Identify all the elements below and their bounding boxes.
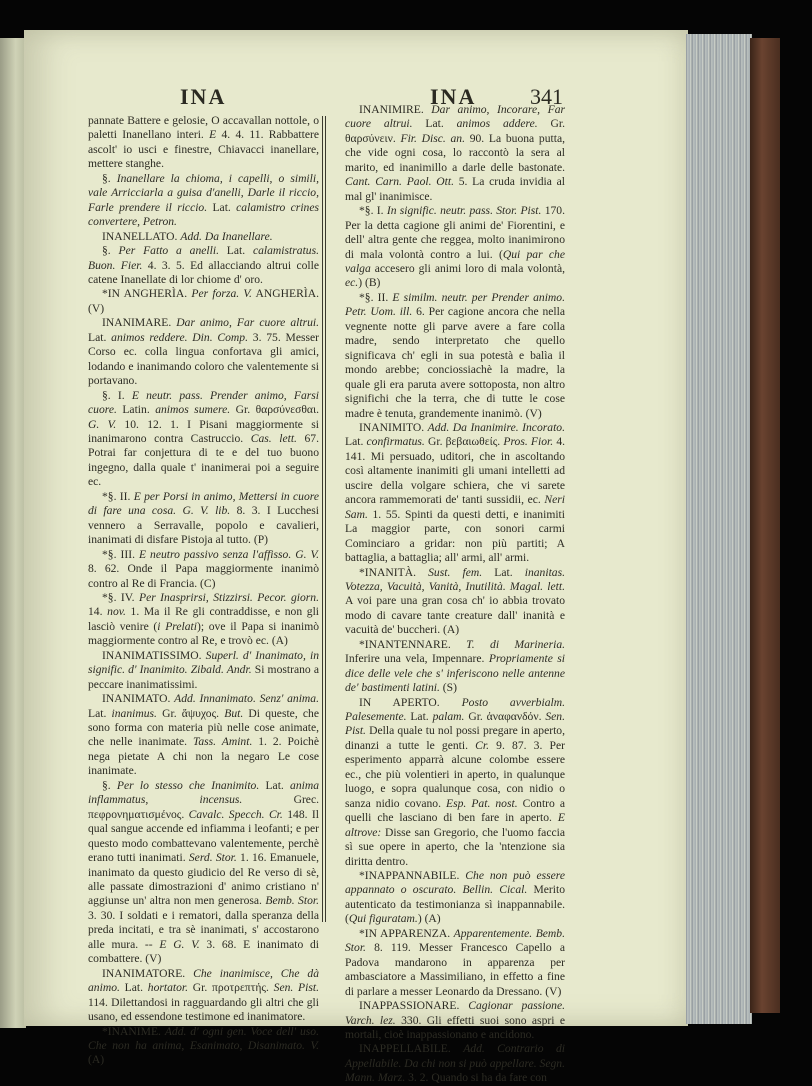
italic-text: Neri Sam.	[345, 493, 565, 521]
book-cover	[750, 38, 780, 1013]
dictionary-entry	[345, 1042, 565, 1085]
text: *§. II.	[102, 489, 134, 503]
text: INAPPASSIONARE.	[359, 999, 469, 1013]
left-column	[88, 114, 320, 1067]
italic-text: E G. V.	[159, 937, 200, 951]
italic-text: In signific. neutr. pass. Stor. Pist.	[386, 204, 542, 218]
italic-text: T. di Marineria.	[466, 637, 566, 651]
text: Inferire una vela, Impennare.	[345, 652, 489, 666]
column-divider	[322, 116, 326, 922]
text: Gr. θαρσύνεσθαι.	[230, 403, 319, 417]
text: Lat.	[412, 117, 457, 131]
text: Di queste, che sono forma con materia più nelle cose animate, che nelle inanimate.	[88, 706, 319, 749]
page-number: 341	[530, 84, 563, 109]
italic-text: Superl. d' Inanimato, in signific. d' Inanimito. Zibald. Andr.	[88, 648, 320, 677]
text: Lat.	[88, 330, 112, 344]
italic-text: anima inflammatus, incensus.	[88, 778, 320, 807]
dictionary-entry	[88, 967, 319, 1025]
text: 1. 2. Poichè nega pietate A chi non la negaro Le cose inanimate.	[88, 735, 319, 778]
text: 3. 68. E inanimato di combattere. (V)	[88, 937, 319, 966]
text: INANIMARE.	[102, 316, 177, 330]
dictionary-entry	[88, 490, 319, 548]
text: ) (A)	[417, 912, 441, 926]
dictionary-entry	[88, 114, 319, 172]
italic-text: Serd. Stor.	[188, 851, 237, 865]
italic-text: Cr.	[475, 738, 489, 752]
text: Disse san Gregorio, che l'uomo faccia sì sue opere in aperto, che la 'ntenzione sia diritta dentro.	[345, 825, 565, 868]
italic-text: Sust. fem.	[428, 565, 483, 579]
text: 330. Gli effetti suoi sono aspri e mortali, cioè inappassionano e ancidono.	[345, 1013, 565, 1041]
italic-text: Esp. Pat. nost.	[446, 796, 518, 810]
text: Grec. πεφρονηματισμένος.	[88, 793, 319, 821]
dictionary-entry	[88, 1025, 319, 1068]
italic-text: Inanellare la chioma, i capelli, o simili, vale Arricciarla a guisa d'anelli, Darle il riccio, Farle prendere il riccio.	[88, 171, 319, 214]
text: Si mostrano a peccare inanimatissimi.	[88, 663, 319, 691]
italic-text: Tass. Amint.	[192, 735, 253, 749]
text: pannate Battere e gelosie, O accavallan nottole, o paletti Inanellano interi.	[88, 114, 319, 142]
text: 1. 16. Emanuele, inanimato da questo giudicio del Re verso di sè, alle passate dimostrazioni d' animo cristiano n' aggiunse un' altra non men generosa.	[88, 851, 319, 908]
italic-text: palam.	[432, 710, 465, 724]
text: Lat.	[207, 200, 237, 214]
text: Lat.	[119, 981, 148, 995]
italic-text: G. V.	[88, 417, 117, 431]
text: accesero gli animi loro di mala volontà,	[370, 261, 565, 275]
italic-text: animos sumere.	[155, 403, 231, 417]
italic-text: Pros. Fior.	[503, 435, 554, 449]
text: (A)	[88, 1053, 105, 1067]
text: (S)	[439, 681, 457, 695]
dictionary-entry	[345, 927, 565, 999]
text: IN APERTO.	[359, 695, 462, 709]
italic-text: Che inanimisce, Che dà animo.	[88, 966, 319, 995]
dictionary-entry	[88, 649, 319, 692]
dictionary-entry	[345, 999, 565, 1042]
text: Lat.	[218, 244, 253, 258]
text: ); ove il Papa si inanimò maggiormente contro al Re, e trovò ec. (A)	[88, 619, 320, 648]
text: Gr. ἀναφανδόν.	[464, 710, 546, 724]
italic-text: Add. Da Inanellare.	[180, 229, 273, 243]
text: 1. Ma il Re gli contraddisse, e non gli lasciò venire (	[88, 605, 320, 633]
text: Merito autenticato da testimonianza sì inappannabile. (	[345, 883, 565, 926]
text: *§. IV.	[102, 590, 139, 604]
italic-text: E	[209, 128, 217, 142]
text: 4. 4. 11. Rabbattere ascolt' io usci e finestre, Chiavacci inanellare, mettere stanghe.	[88, 128, 319, 171]
text: Lat.	[482, 565, 525, 579]
text: 3. 2. Quando si ha da fare con	[405, 1071, 547, 1085]
text: Contro a quelli che lasciano di ben fare in aperto.	[345, 796, 565, 825]
dictionary-entry	[345, 638, 565, 696]
italic-text: calamistratus. Buon. Fier.	[88, 244, 319, 272]
text: 5. La cruda invidia al mal gl' inanimisce.	[345, 175, 565, 203]
text: Gr. θαρσύνειν.	[345, 117, 565, 145]
italic-text: Per lo stesso che Inanimito.	[116, 778, 260, 792]
italic-text: Sen. Pist.	[345, 710, 565, 738]
text: 8. 119. Messer Francesco Capello a Padova mandarono in apparenza per ambasciatore a Massimiliano, in effetto a fine di parlare a messer Leonardo da Dressano. (V)	[345, 941, 565, 998]
dictionary-entry	[345, 421, 565, 566]
text: Gr. ἄψυχος.	[156, 706, 225, 720]
text: 9. 87. 3. Per esperimento apparrà alcune colombe essere ec., che più volentieri in aperto, in qualunque luogo, e sopra qualunque cosa, con nidio o sanza nidio covano.	[345, 738, 565, 810]
text: INANIMATISSIMO.	[102, 648, 206, 662]
italic-text: E altrove:	[345, 811, 565, 839]
italic-text: inanimus.	[111, 706, 157, 720]
italic-text: Dar animo, Incorare, Far cuore altrui.	[345, 103, 565, 131]
dictionary-entry	[88, 389, 319, 490]
dictionary-entry	[88, 548, 319, 591]
text: 14.	[88, 605, 108, 619]
text: 4. 141. Mi persuado, uditori, che in ascoltando così altamente inanimiti gli umani intelletti ad uscire della volgare schiera, che vi sarete ancora rammemorati de' tanti sussidii, ec.	[345, 435, 566, 507]
italic-text: E per Porsi in animo, Mettersi in cuore di fare una cosa. G. V. lib.	[88, 489, 319, 518]
italic-text: Propriamente si dice delle vele che s' inferiscono nelle antenne de' bastimenti latini.	[345, 652, 566, 695]
left-running-head: INA	[180, 84, 227, 109]
dictionary-entry	[88, 692, 319, 779]
text: 10. 12. 1. I Pisani maggiormente si inanimarono contra Castruccio.	[88, 417, 320, 445]
text: 3. 30. I soldati e i rematori, dalla speranza della preda incitati, e tra sè inanimati, s' accostarono alle mura. --	[88, 908, 319, 951]
text: 8. 62. Onde il Papa maggiormente inanimò contro al Re di Francia. (C)	[88, 562, 319, 590]
italic-text: Che non può essere appannato o oscurato. Bellin. Cical.	[345, 869, 566, 897]
italic-text: Add. Contrario di Appellabile. Da chi non si può appellare. Segn. Mann. Marz.	[345, 1042, 565, 1085]
italic-text: animos reddere. Din. Comp.	[111, 330, 248, 344]
italic-text: i Prelati	[157, 619, 197, 633]
text: *IN ANGHERÌA.	[102, 287, 192, 301]
right-running-head: INA	[430, 84, 477, 109]
facing-page-edge	[0, 38, 26, 1028]
dictionary-entry	[88, 230, 319, 244]
italic-text: Sen. Pist.	[273, 981, 319, 995]
text: 67. Potrai far conjettura di te e del tuo buono ingegno, dalla quale t' inanimerai poi a seguire ec.	[88, 431, 320, 489]
text: Gr. βεβαιωθείς.	[424, 435, 504, 449]
text: A voi pare una gran cosa ch' io abbia trovato modo di cavare tante creature dall' inanità e vacuità de' buccheri. (A)	[345, 594, 565, 637]
text: Lat.	[259, 778, 291, 792]
text: 114. Dilettandosi in ragguardando gli altri che gli usano, ed essendone testimone ed inanimatore.	[88, 995, 319, 1024]
italic-text: Posto avverbialm. Palesemente.	[345, 695, 565, 724]
text: INANELLATO.	[102, 229, 181, 243]
dictionary-entry	[345, 696, 565, 869]
text: 90. La buona putta, che vide ogni cosa, lo raccontò la sera al marito, ed inanimillo a darle delle bastonate.	[345, 131, 565, 174]
text: *§. II.	[359, 290, 393, 304]
text: INANIMIRE.	[359, 103, 432, 116]
italic-text: inanitas. Votezza, Vacuità, Vanità, Inutilità. Magal. lett.	[345, 565, 565, 593]
italic-text: Apparentemente. Bemb. Stor.	[345, 926, 565, 955]
right-column	[345, 103, 566, 1085]
italic-text: E similm. neutr. per Prender animo. Petr. Uom. ill.	[345, 290, 565, 319]
italic-text: confirmatus.	[366, 435, 425, 449]
italic-text: Bemb. Stor.	[265, 894, 319, 908]
italic-text: Qui par che valga	[345, 247, 565, 275]
dictionary-entry	[88, 316, 319, 388]
dictionary-entry	[345, 204, 565, 291]
text: 8. 3. I Lucchesi vennero a Serravalle, popolo e cavalieri, inanimati di disfare Pistoja al tutto. (P)	[88, 504, 319, 547]
text: ANGHERÌA. (V)	[88, 287, 319, 315]
dictionary-entry	[345, 291, 565, 421]
text: ) (B)	[358, 276, 381, 290]
italic-text: calamistro crines convertere, Petron.	[88, 200, 319, 229]
text: 3. 75. Messer Corso ec. colla lingua confortava gli amici, lodando e inanimando coloro che valentemente si portavano.	[88, 330, 320, 388]
dictionary-entry	[88, 172, 319, 230]
dictionary-entry	[345, 566, 565, 638]
italic-text: Qui figuratam.	[348, 912, 418, 926]
italic-text: Per Fatto a anelli.	[118, 244, 219, 258]
italic-text: Cas. lett.	[250, 431, 297, 445]
italic-text: animos addere.	[456, 117, 538, 131]
italic-text: ec.	[345, 276, 359, 290]
text: 148. Il qual sangue accende ed infiamma i leofanti; e per questo modo combattevano valentemente, perchè erano tutti inanimati.	[88, 807, 320, 865]
text: *§. I.	[359, 204, 387, 218]
page-stack-edge	[686, 34, 752, 1024]
italic-text: Add. d' ogni gen. Voce dell' uso. Che non ha anima, Esanimato, Disanimato. V.	[88, 1024, 320, 1052]
text: INAPPELLABILE.	[359, 1042, 464, 1056]
italic-text: But.	[224, 706, 244, 720]
text: *§. III.	[102, 547, 139, 561]
dictionary-entry	[345, 103, 565, 204]
text: §.	[102, 244, 119, 258]
dictionary-entry	[88, 244, 319, 287]
italic-text: Fir. Disc. an.	[400, 131, 465, 145]
italic-text: Add. Da Inanimire. Incorato.	[427, 420, 565, 434]
italic-text: hortator.	[147, 981, 189, 995]
italic-text: E neutro passivo senza l'affisso. G. V.	[138, 547, 319, 561]
text: INANIMATORE.	[102, 966, 194, 980]
text: 170. Per la detta cagione gli animi de' Fiorentini, e dell' altra gente che reggea, molto inanimirono di mala volontà contro a lui. (	[345, 204, 565, 261]
text: *INANIME.	[102, 1024, 165, 1038]
text: Gr. προτρεπτής.	[188, 981, 274, 995]
text: 4. 3. 5. Ed allacciando altrui colle catene Inanellate di lor chiome d' oro.	[88, 258, 319, 286]
text: *INAPPANNABILE.	[359, 869, 466, 883]
text: §. I.	[102, 388, 132, 402]
text: Lat.	[345, 435, 367, 449]
italic-text: Add. Innanimato. Senz' anima.	[174, 692, 319, 706]
text: *INANITÀ.	[359, 565, 429, 579]
text: INANIMATO.	[102, 692, 175, 706]
text: §.	[102, 778, 117, 792]
dictionary-entry	[345, 869, 565, 927]
italic-text: Cant. Carn. Paol. Ott.	[345, 175, 454, 189]
italic-text: Cavalc. Specch. Cr.	[188, 807, 283, 821]
text: §.	[102, 171, 117, 185]
italic-text: E neutr. pass. Prender animo, Farsi cuore.	[88, 388, 319, 417]
text: *IN APPARENZA.	[359, 926, 454, 940]
text: 1. 55. Spinti da questi detti, e inanimiti La maggior parte, con sonori carmi Cominciaro a gridar: non più partiti; A battaglia, a battaglia; all' armi, all' armi.	[345, 507, 565, 565]
italic-text: nov.	[107, 605, 126, 619]
dictionary-entry	[88, 779, 319, 967]
italic-text: Per forza. V.	[191, 287, 252, 301]
dictionary-entry	[88, 287, 319, 316]
italic-text: Dar animo, Far cuore altrui.	[176, 316, 320, 330]
text: 6. Per cagione ancora che nella vegnente notte gli parve avere a fare colla madre, sendo interpretato che quello significava ch' egli in sua potestà e balìa il mondo arebbe; conciossiachè la madre, la quale gli era paruta avere sottoposta, non altro significhi che la terra, che di tutte le cose madre è tenuta, grandemente inanimò. (V)	[345, 305, 566, 420]
text: Lat.	[88, 706, 112, 720]
dictionary-entry	[88, 591, 319, 649]
text: Latin.	[116, 403, 156, 417]
text: INANIMITO.	[359, 420, 428, 434]
text: Della quale tu nol possi pregare in aperto, dinanzi a tutte le genti.	[345, 724, 565, 752]
text: *INANTENNARE.	[359, 637, 467, 651]
text: Lat.	[406, 710, 433, 724]
italic-text: Cagionar passione. Varch. lez.	[345, 999, 565, 1027]
italic-text: Per Inasprirsi, Stizzirsi. Pecor. giorn.	[138, 590, 319, 604]
